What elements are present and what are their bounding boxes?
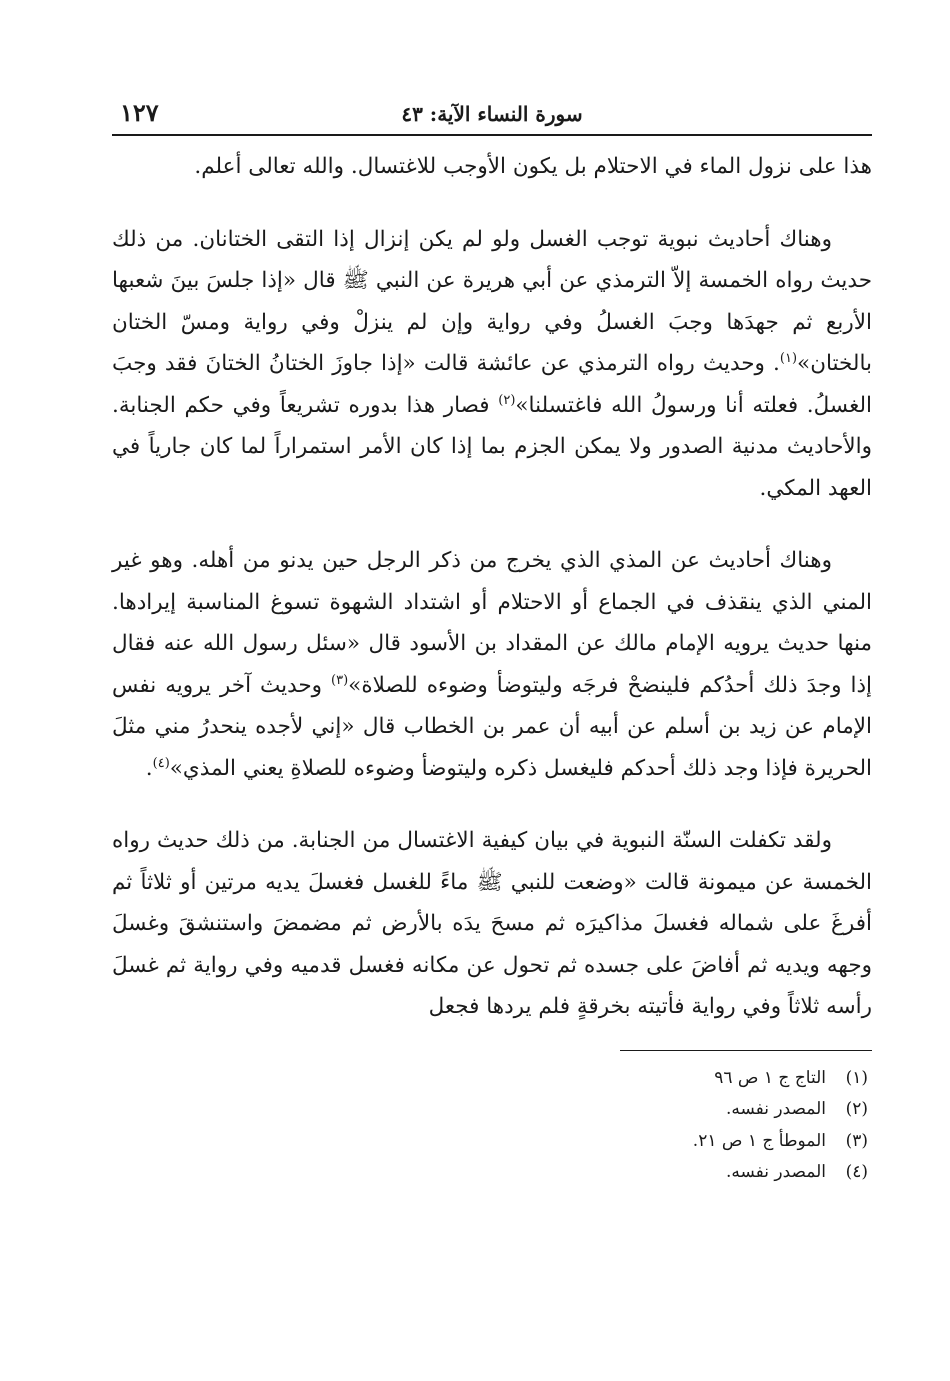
paragraph-2 xyxy=(112,219,872,510)
footnote-text: التاج ج ١ ص ٩٦ xyxy=(714,1067,826,1088)
footnote-text: المصدر نفسه. xyxy=(725,1099,826,1119)
footnote-item xyxy=(112,1063,868,1095)
footnote-number: (٢) xyxy=(845,1099,868,1119)
paragraph-4 xyxy=(112,820,872,1028)
footnote-item xyxy=(112,1126,868,1158)
paragraph-2-text-start: وهناك أحاديث نبوية توجب الغسل ولو لم يكن إنزال إذا التقى الختانان. من ذلك حديث رواه الخمسة إلاّ الترمذي عن أبي هريرة عن النبي ﷺ قال «إذا جلسَ بينَ شعبها الأربع ثم جهدَها وجبَ الغسلُ وفي رواية وإن لم ينزلْ وفي رواية ومسّ الختان بالختان» xyxy=(112,226,872,376)
page-number: ١٢٧ xyxy=(120,98,159,127)
footnote-number: (٣) xyxy=(845,1130,868,1151)
footnote-number: (٤) xyxy=(845,1162,868,1182)
footnote-ref-2: (٢) xyxy=(498,392,516,408)
paragraph-3 xyxy=(112,540,872,789)
footnote-text: الموطأ ج ١ ص ٢١. xyxy=(692,1130,826,1151)
paragraph-1-text: هذا على نزول الماء في الاحتلام بل يكون الأوجب للاغتسال. والله تعالى أعلم. xyxy=(194,154,872,179)
book-page xyxy=(112,92,872,1189)
paragraph-3-text-start: وهناك أحاديث عن المذي الذي يخرج من ذكر الرجل حين يدنو من أهله. وهو غير المني الذي ينقذف في الجماع أو الاحتلام أو اشتداد الشهوة تسوغ المناسبة إيرادها. منها حديث يرويه الإمام مالك عن المقداد بن الأسود قال «سئل رسول الله عنه فقال إذا وجدَ ذلك أحدُكم فلينضحْ فرجَه وليتوضأ وضوءه للصلاة» xyxy=(112,548,872,698)
paragraph-3-text-end: . xyxy=(145,755,153,781)
footnote-separator xyxy=(620,1050,872,1051)
footnotes xyxy=(112,1063,872,1189)
main-text xyxy=(112,146,872,1028)
running-header xyxy=(112,92,872,136)
paragraph-4-text: ولقد تكفلت السنّة النبوية في بيان كيفية الاغتسال من الجنابة. من ذلك حديث رواه الخمسة عن ميمونة قالت «وضعت للنبي ﷺ ماءً للغسل فغسلَ يديه مرتين أو ثلاثاً ثم أفرغَ على شماله فغسلَ مذاكيرَه ثم مسحَ يدَه بالأرض ثم مضمضَ واستنشقَ وغسلَ وجهه ويديه ثم أفاضَ على جسده ثم تحول عن مكانه فغسل قدميه وفي رواية ثم غسلَ رأسه ثلاثاً وفي رواية فأتيته بخرقةٍ فلم يردها فجعل xyxy=(112,828,872,1019)
footnote-ref-3: (٣) xyxy=(331,672,349,688)
footnote-item xyxy=(112,1157,868,1189)
footnote-text: المصدر نفسه. xyxy=(725,1162,826,1182)
running-title: سورة النساء الآية: ٤٣ xyxy=(401,102,583,126)
paragraph-2-text-middle: . وحديث رواه الترمذي عن عائشة قالت «إذا جاوزَ الختانُ الختانَ فقد وجبَ الغسلُ. فعلته أنا ورسولُ الله فاغتسلنا» xyxy=(112,351,872,418)
paragraph-1 xyxy=(112,146,872,188)
footnote-ref-4: (٤) xyxy=(152,755,170,771)
footnote-item xyxy=(112,1094,868,1126)
paragraph-3-text-middle: وحديث آخر يرويه نفس الإمام عن زيد بن أسلم عن أبيه أن عمر بن الخطاب قال «إني لأجده ينحدرُ مني مثلَ الحريرة فإذا وجد ذلك أحدكم فليغسل ذكره وليتوضأ وضوءه للصلاةِ يعني المذي» xyxy=(112,672,872,781)
paragraph-2-text-end: فصار هذا بدوره تشريعاً وفي حكم الجنابة. والأحاديث مدنية الصدور ولا يمكن الجزم بما إذا كان الأمر استمراراً لما كان جارياً في العهد المكي. xyxy=(112,392,872,501)
footnote-ref-1: (١) xyxy=(779,350,798,366)
footnote-number: (١) xyxy=(845,1067,868,1088)
